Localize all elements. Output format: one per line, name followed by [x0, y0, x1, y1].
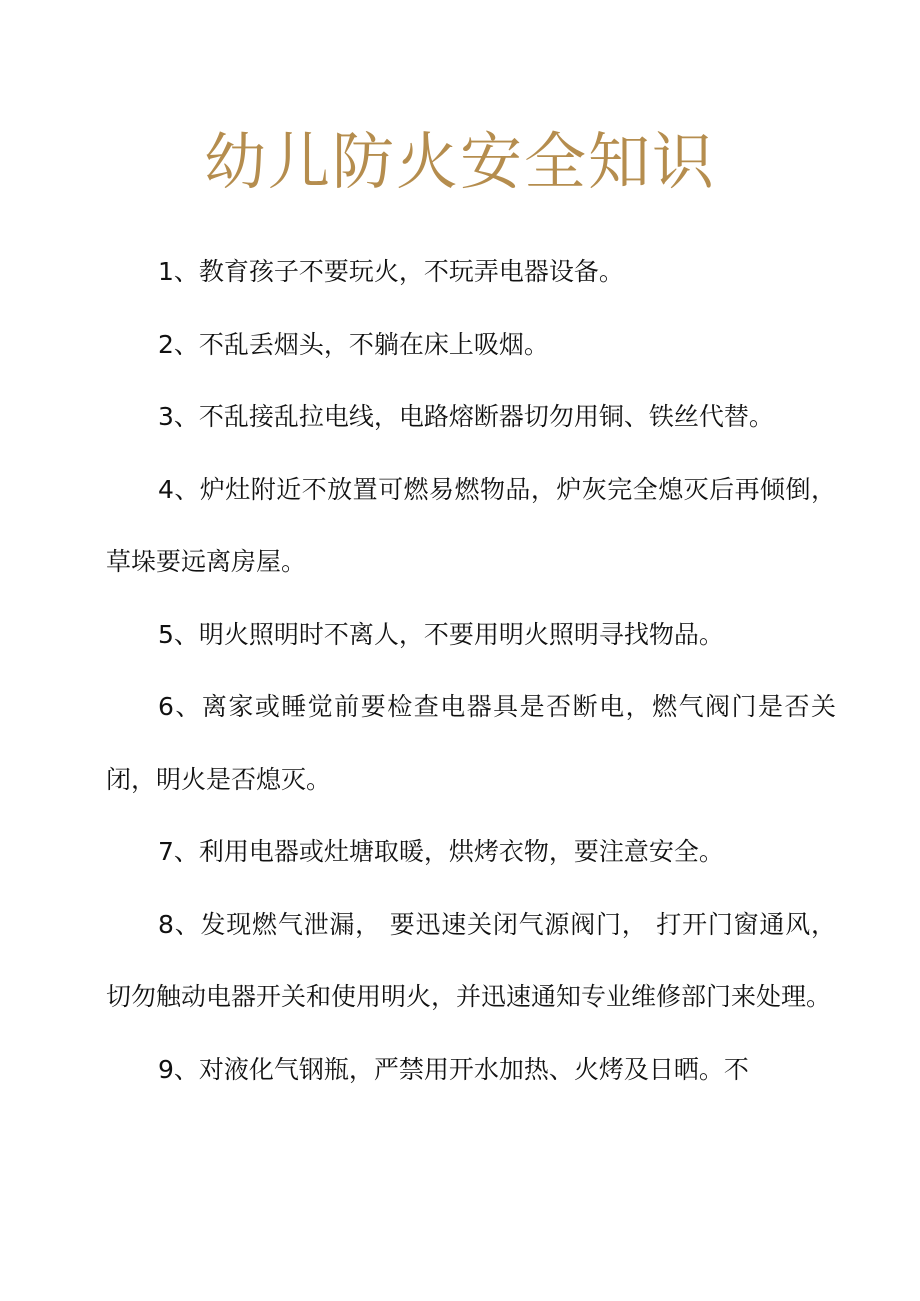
page-title: 幼儿防火安全知识	[203, 125, 716, 198]
paragraph-8: 8、发现燃气泄漏， 要迅速关闭气源阀门， 打开门窗通风，切勿触动电器开关和使用明火，并迅速通知专业维修部门来处理。	[106, 909, 836, 1011]
paragraph-2: 2、不乱丢烟头，不躺在床上吸烟。	[158, 329, 549, 359]
paragraph-6: 6、离家或睡觉前要检查电器具是否断电，燃气阀门是否关闭，明火是否熄灭。	[106, 692, 836, 794]
paragraph-9: 9、对液化气钢瓶，严禁用开水加热、火烤及日晒。不	[158, 1054, 749, 1084]
document-body	[106, 236, 836, 1106]
paragraph-3: 3、不乱接乱拉电线，电路熔断器切勿用铜、铁丝代替。	[158, 402, 774, 431]
paragraph-7: 7、利用电器或灶塘取暖，烘烤衣物，要注意安全。	[158, 837, 724, 866]
paragraph-4: 4、炉灶附近不放置可燃易燃物品，炉灰完全熄灭后再倾倒，草垛要远离房屋。	[106, 474, 836, 576]
paragraph-1: 1、教育孩子不要玩火，不玩弄电器设备。	[158, 257, 624, 286]
paragraph-5: 5、明火照明时不离人，不要用明火照明寻找物品。	[158, 619, 724, 649]
